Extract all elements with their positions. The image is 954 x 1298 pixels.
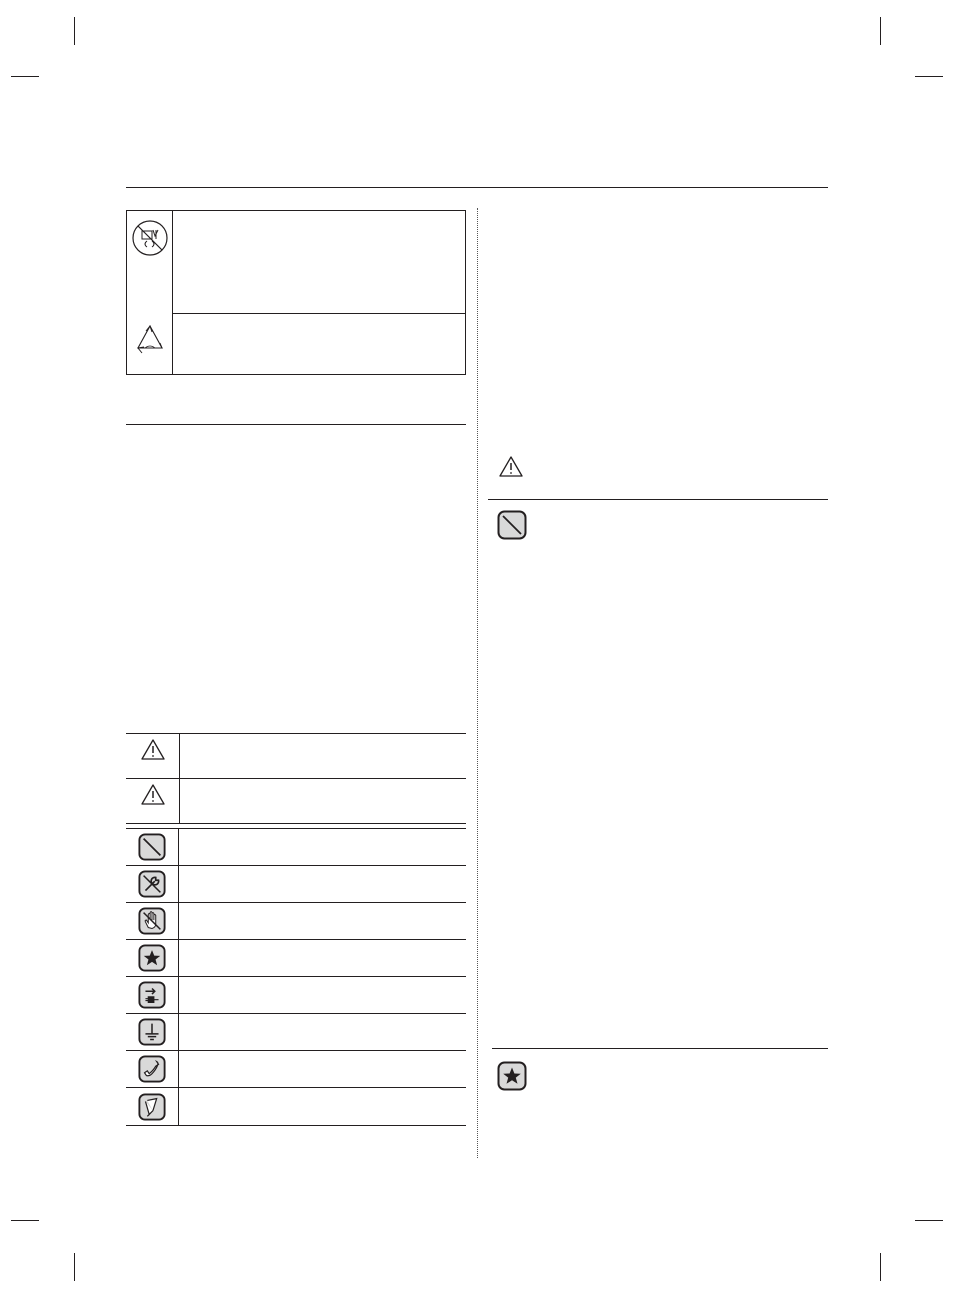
legend-icon-cell xyxy=(126,1014,179,1050)
legend-cell-divider xyxy=(179,779,180,824)
legend-icon-cell xyxy=(126,977,179,1013)
crop-mark-top-left-v xyxy=(74,17,75,45)
legend-row-no-touch xyxy=(126,903,466,940)
crossed-out-appliance-icon xyxy=(131,219,169,262)
legend-cell-divider xyxy=(179,734,180,779)
star-icon xyxy=(138,944,166,972)
legend-row-unplug xyxy=(126,977,466,1014)
warning-triangle-icon xyxy=(498,455,524,484)
prohibited-icon xyxy=(138,833,166,861)
legend-row-ground xyxy=(126,1014,466,1051)
crop-mark-bottom-left-v xyxy=(74,1253,75,1281)
legend-icon-cell xyxy=(126,940,179,976)
prohibited-icon xyxy=(497,510,527,545)
crop-mark-top-right-h xyxy=(915,76,943,77)
right-section-rule-2 xyxy=(492,1048,828,1049)
warning-triangle-icon xyxy=(140,783,166,807)
legend-row-prohibited xyxy=(126,829,466,866)
no-touch-hand-icon xyxy=(138,907,166,935)
legend-row-call xyxy=(126,1051,466,1088)
safety-symbol-legend xyxy=(126,733,466,1127)
legend-icon-cell xyxy=(126,1051,179,1087)
header-rule xyxy=(126,187,828,188)
note-icon xyxy=(138,1093,166,1121)
phone-icon xyxy=(138,1055,166,1083)
legend-icon-cell xyxy=(126,734,179,778)
warning-triangle-icon xyxy=(140,738,166,762)
legend-row-note xyxy=(126,1088,466,1126)
crop-mark-bottom-right-v xyxy=(880,1253,881,1281)
legend-row-no-disassembly xyxy=(126,866,466,903)
legend-icon-cell xyxy=(126,866,179,902)
unplug-icon xyxy=(138,981,166,1009)
right-section-rule-1 xyxy=(488,499,828,500)
disposal-table xyxy=(126,210,466,375)
legend-icon-cell xyxy=(126,779,179,823)
star-icon xyxy=(497,1061,527,1096)
disposal-table-row-divider xyxy=(172,313,465,314)
disposal-table-icon-column-divider xyxy=(172,211,173,374)
legend-icon-cell xyxy=(126,1088,179,1125)
crop-mark-bottom-left-h xyxy=(11,1220,39,1221)
legend-row-warning-1 xyxy=(126,734,466,779)
crop-mark-top-right-v xyxy=(880,17,881,45)
legend-icon-cell xyxy=(126,903,179,939)
legend-row-warning-2 xyxy=(126,779,466,824)
column-divider xyxy=(477,208,478,1158)
legend-icon-cell xyxy=(126,829,179,865)
recycle-icon xyxy=(132,322,168,363)
crop-mark-bottom-right-h xyxy=(915,1220,943,1221)
left-section-rule xyxy=(126,424,466,425)
ground-icon xyxy=(138,1018,166,1046)
legend-row-follow xyxy=(126,940,466,977)
crop-mark-top-left-h xyxy=(11,76,39,77)
no-disassembly-icon xyxy=(138,870,166,898)
